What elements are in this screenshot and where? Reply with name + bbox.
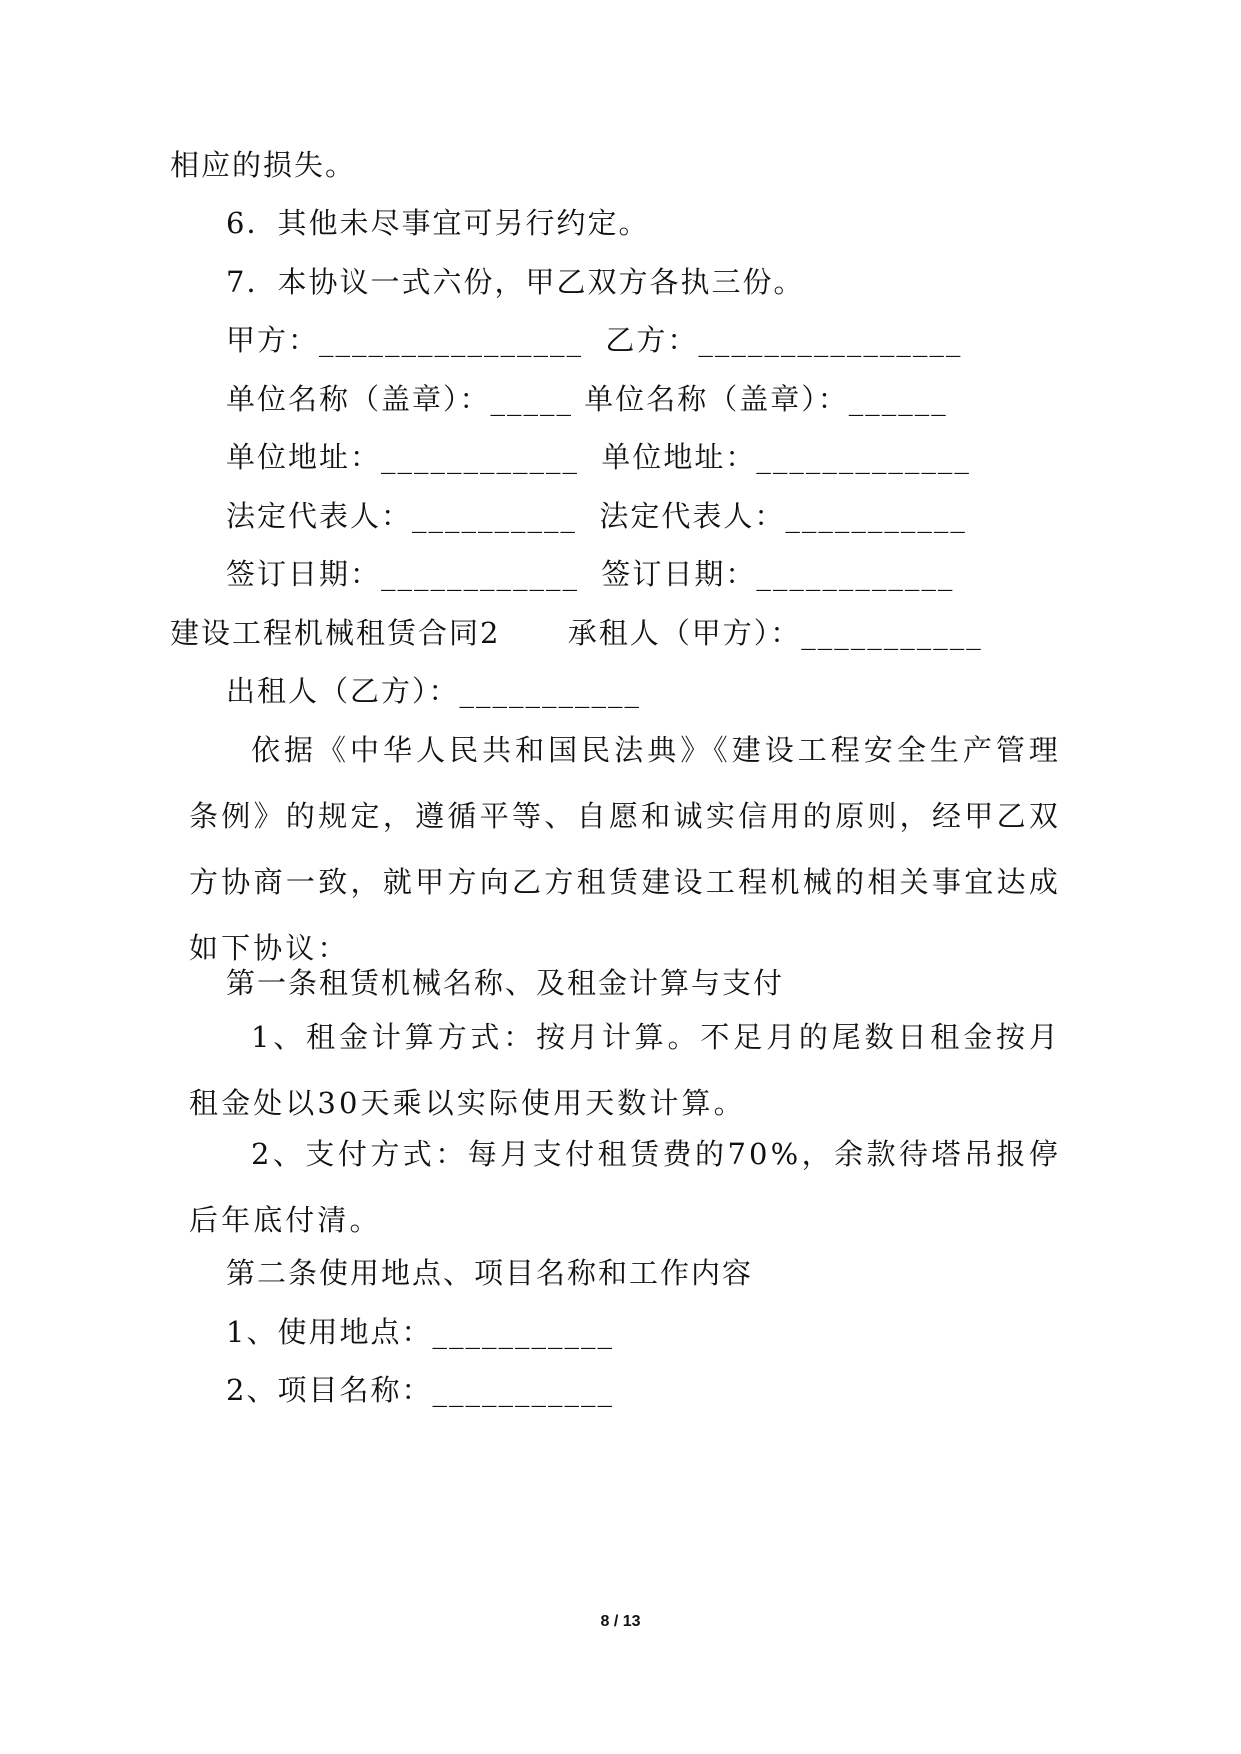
article2-title: 第二条使用地点、项目名称和工作内容 — [226, 1256, 754, 1290]
lessor-line: 出租人（乙方）：___________ — [226, 674, 642, 708]
article1-item1: 1、租金计算方式：按月计算。不足月的尾数日租金按月租金处以30天乘以实际使用天数计算。 — [189, 1020, 1061, 1120]
paragraph-legal-basis: 依据《中华人民共和国民法典》《建设工程安全生产管理条例》的规定，遵循平等、自愿和诚实信用的原则，经甲乙双方协商一致，就甲方向乙方租赁建设工程机械的相关事宜达成如下协议： — [189, 733, 1061, 965]
text-line-item6: 6．其他未尽事宜可另行约定。 — [226, 206, 650, 240]
article1-item2: 2、支付方式：每月支付租赁费的70%，余款待塔吊报停后年底付清。 — [189, 1137, 1061, 1237]
article1-title: 第一条租赁机械名称、及租金计算与支付 — [226, 966, 785, 1000]
text-line-item7: 7．本协议一式六份，甲乙双方各执三份。 — [226, 265, 805, 299]
signature-date-line: 签订日期：____________ 签订日期：____________ — [226, 557, 955, 591]
signature-unit-address-line: 单位地址：____________ 单位地址：_____________ — [226, 440, 971, 474]
signature-party-line: 甲方：________________ 乙方：________________ — [226, 323, 963, 357]
text-line-loss: 相应的损失。 — [170, 148, 357, 182]
article2-item1: 1、使用地点：___________ — [226, 1315, 614, 1349]
article2-item2: 2、项目名称：___________ — [226, 1373, 614, 1407]
page-number: 8 / 13 — [600, 1613, 641, 1630]
signature-legal-rep-line: 法定代表人：__________ 法定代表人：___________ — [226, 499, 967, 533]
signature-unit-name-line: 单位名称（盖章）：_____ 单位名称（盖章）：______ — [226, 382, 948, 416]
contract-title-line: 建设工程机械租赁合同2 承租人（甲方）：___________ — [170, 616, 983, 650]
